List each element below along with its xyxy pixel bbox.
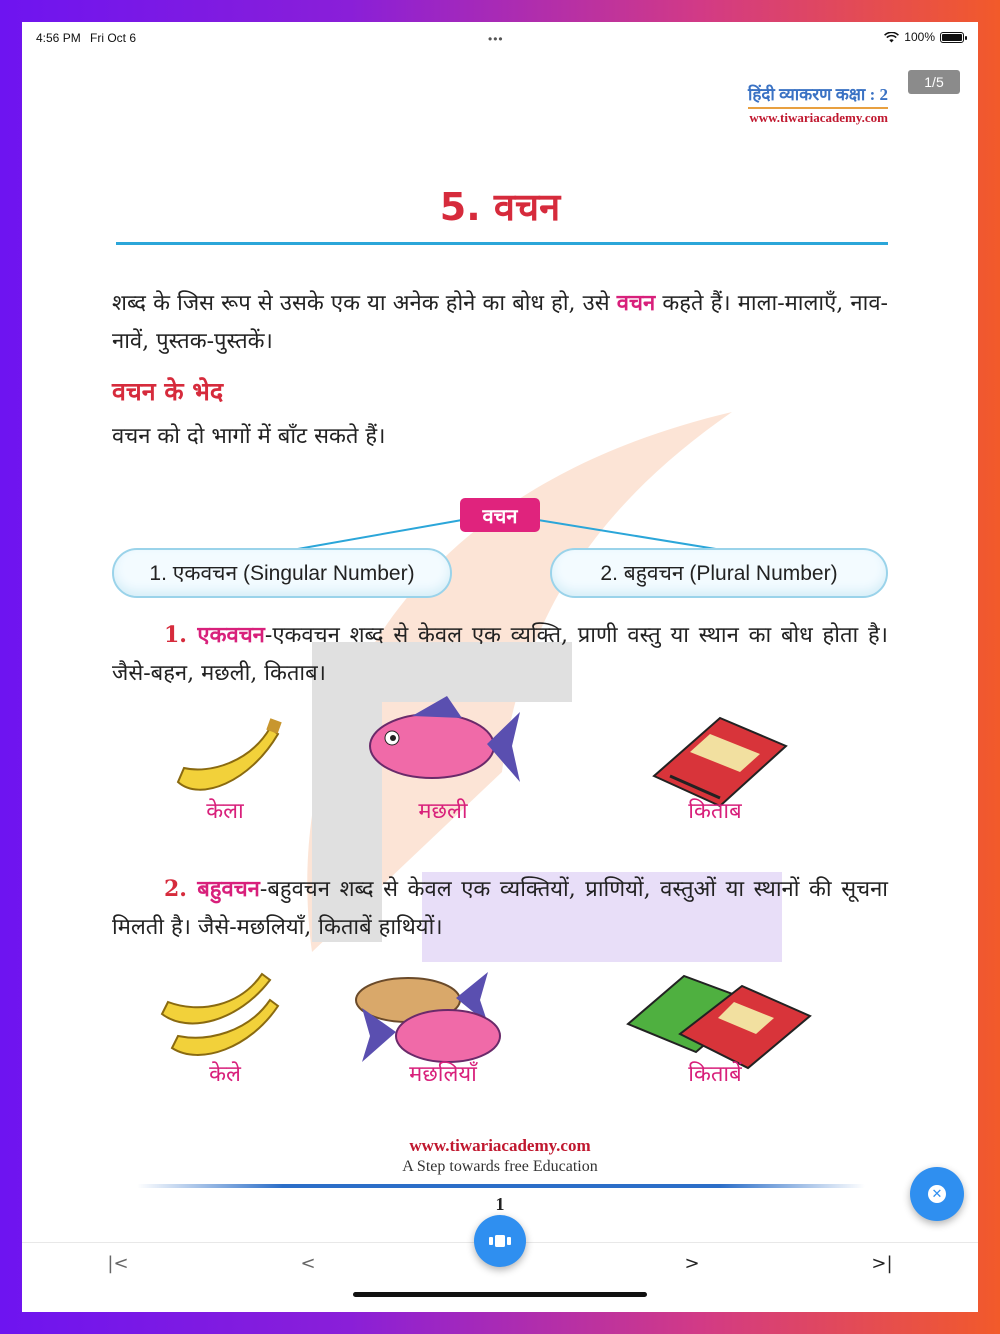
status-time: 4:56 PM <box>36 31 81 45</box>
banana-image <box>170 712 290 802</box>
wifi-icon <box>884 32 899 43</box>
footer-divider <box>137 1184 865 1188</box>
caption-fish: मछली <box>418 799 468 824</box>
footer-url: www.tiwariacademy.com <box>409 1136 591 1155</box>
next-page-button[interactable]: > <box>684 1253 700 1274</box>
singular-paragraph <box>112 616 888 693</box>
bananas-image <box>158 968 288 1068</box>
page-strip-icon <box>489 1234 511 1248</box>
plural-paragraph <box>112 870 888 947</box>
page-thumbnails-button[interactable] <box>474 1215 526 1267</box>
tree-root-vachan: वचन <box>460 498 540 532</box>
tree-node-singular: 1. एकवचन (Singular Number) <box>112 548 452 598</box>
definition-text-start: शब्द के जिस रूप से उसके एक या अनेक होने का बोध हो, उसे <box>112 291 617 316</box>
plural-number: 2. <box>164 876 198 902</box>
close-reader-button[interactable] <box>910 1167 964 1221</box>
pdf-page[interactable] <box>22 52 978 1242</box>
home-indicator[interactable] <box>353 1292 647 1297</box>
singular-term: एकवचन <box>197 622 265 648</box>
tree-node-plural: 2. बहुवचन (Plural Number) <box>550 548 888 598</box>
plural-term: बहुवचन <box>197 876 260 902</box>
caption-banana: केला <box>206 799 244 824</box>
page-number: 1 <box>495 1194 505 1214</box>
chapter-title: 5. वचन <box>439 185 561 229</box>
caption-fishes: मछलियाँ <box>409 1062 477 1087</box>
definition-paragraph <box>112 284 888 361</box>
first-page-button[interactable]: |< <box>107 1253 129 1274</box>
singular-text: -एकवचन शब्द से केवल एक व्यक्ति, प्राणी वस्तु या स्थान का बोध होता है। जैसे-बहन, मछली, किताब। <box>112 623 888 686</box>
section-heading: वचन के भेद <box>112 377 224 406</box>
status-right <box>884 30 964 44</box>
close-icon: ✕ <box>928 1185 946 1203</box>
multitasking-dots[interactable]: ••• <box>488 32 504 46</box>
fish-image <box>362 694 522 794</box>
book-header-url: www.tiwariacademy.com <box>748 107 888 126</box>
footer-tagline: A Step towards free Education <box>402 1158 598 1175</box>
status-bar <box>22 22 978 52</box>
section-text: वचन को दो भागों में बाँट सकते हैं। <box>112 424 386 449</box>
books-image <box>624 972 814 1072</box>
plural-text: -बहुवचन शब्द से केवल एक व्यक्तियों, प्राणियों, वस्तुओं या स्थानों की सूचना मिलती है। जैसे-मछलियाँ, किताबें हाथियों। <box>112 877 888 940</box>
vachan-tree-diagram <box>112 490 888 610</box>
singular-number: 1. <box>164 622 198 648</box>
battery-percent: 100% <box>904 30 935 44</box>
previous-page-button[interactable]: < <box>300 1253 316 1274</box>
book-header-title: हिंदी व्याकरण कक्षा : 2 <box>747 85 888 104</box>
definition-text-end: कहते हैं। माला-मालाएँ, नाव-नावें, पुस्तक-पुस्तकें। <box>112 291 888 354</box>
caption-books: किताबें <box>688 1062 742 1087</box>
status-date: Fri Oct 6 <box>90 31 137 45</box>
definition-highlight: वचन <box>616 290 656 316</box>
device-screen <box>22 22 978 1312</box>
caption-bananas: केले <box>209 1062 241 1087</box>
caption-book: किताब <box>688 799 742 824</box>
title-divider <box>116 242 888 245</box>
book-header <box>748 82 888 126</box>
fishes-image <box>348 962 518 1072</box>
page-counter: 1/5 <box>908 70 960 94</box>
battery-icon <box>940 32 964 43</box>
last-page-button[interactable]: >| <box>871 1253 893 1274</box>
